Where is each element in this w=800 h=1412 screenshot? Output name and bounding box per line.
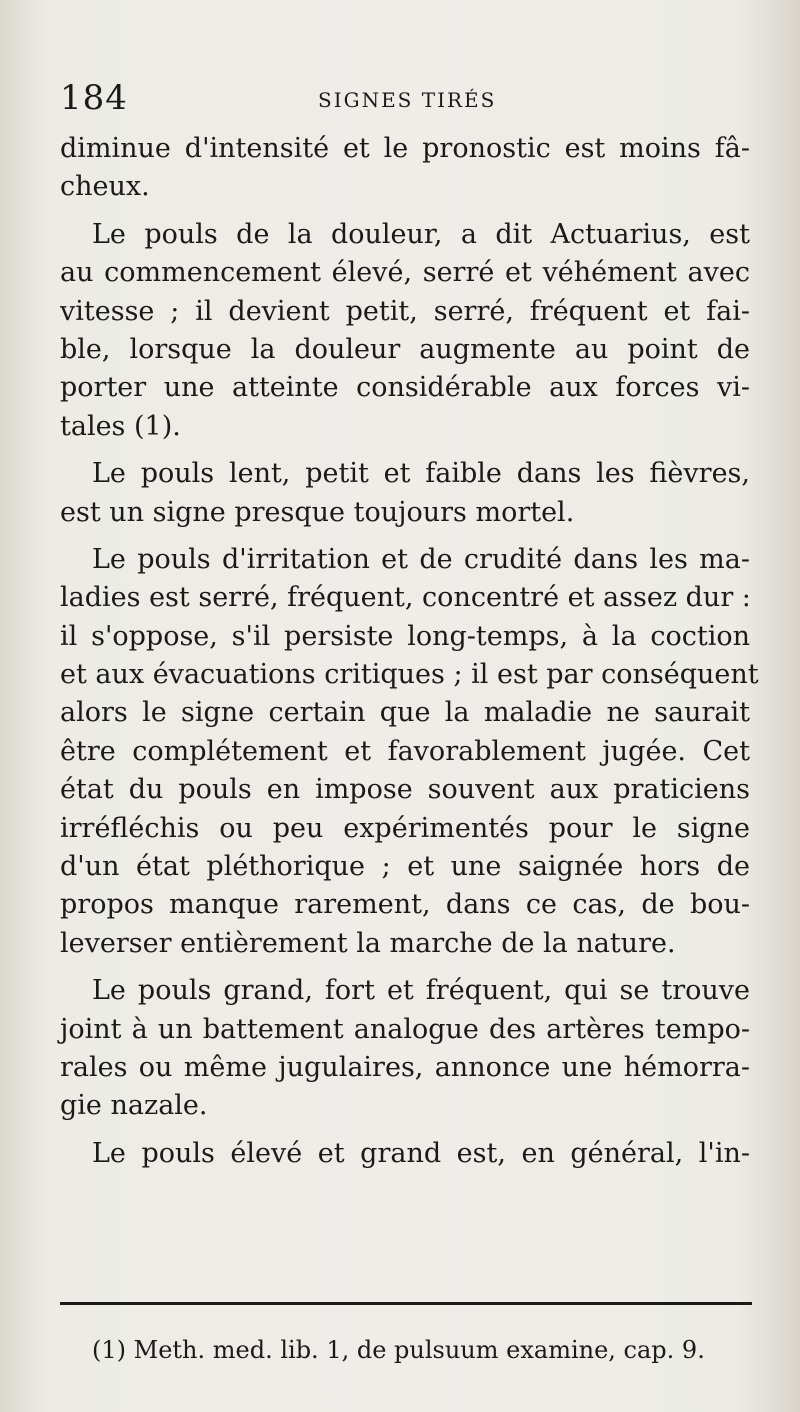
page-number: 184 [60, 78, 128, 118]
paragraph-pouls-lent [60, 455, 750, 532]
paragraph-continuation [60, 130, 750, 207]
text-line: irréfléchis ou peu expérimentés pour le signe [60, 812, 750, 844]
paragraph-pouls-grand [60, 972, 750, 1126]
text-line: propos manque rarement, dans ce cas, de bou- [60, 889, 750, 921]
text-line: cheux. [60, 171, 150, 203]
text-line: gie nazale. [60, 1090, 208, 1122]
footnote: (1) Meth. med. lib. 1, de pulsuum examine, cap. 9. [92, 1336, 705, 1364]
text-line: porter une atteinte considérable aux forces vi- [60, 372, 750, 404]
text-line: Le pouls de la douleur, a dit Actuarius, est [92, 218, 750, 250]
text-line: rales ou même jugulaires, annonce une hémorra- [60, 1051, 750, 1083]
text-line: d'un état pléthorique ; et une saignée hors de [60, 851, 750, 883]
running-head: SIGNES TIRÉS [318, 88, 497, 112]
text-line: Le pouls lent, petit et faible dans les fièvres, [92, 458, 750, 490]
text-line: diminue d'intensité et le pronostic est moins fâ- [60, 133, 750, 164]
paragraph-pouls-eleve [60, 1135, 750, 1173]
text-line: tales (1). [60, 410, 181, 442]
text-line: Le pouls élevé et grand est, en général, l'in- [92, 1137, 750, 1169]
page-header [60, 78, 750, 122]
text-line: état du pouls en impose souvent aux praticiens [60, 774, 750, 806]
text-line: ble, lorsque la douleur augmente au point de [60, 333, 750, 365]
text-line: ladies est serré, fréquent, concentré et assez dur : [60, 582, 751, 614]
text-line: au commencement élevé, serré et véhément avec [60, 257, 750, 289]
text-line: vitesse ; il devient petit, serré, fréquent et fai- [60, 295, 750, 327]
text-line: Le pouls d'irritation et de crudité dans les ma- [92, 543, 750, 575]
text-line: joint à un battement analogue des artères tempo- [60, 1013, 750, 1045]
paragraph-actuarius [60, 216, 750, 446]
footnote-rule [60, 1302, 752, 1305]
body-text [60, 130, 759, 1173]
text-line: être complétement et favorablement jugée. Cet [60, 735, 750, 767]
paragraph-irritation [60, 541, 759, 963]
text-line: alors le signe certain que la maladie ne saurait [60, 697, 750, 729]
text-line: Le pouls grand, fort et fréquent, qui se trouve [92, 975, 750, 1007]
text-line: il s'oppose, s'il persiste long-temps, à la coction [60, 620, 750, 652]
text-line: est un signe presque toujours mortel. [60, 496, 575, 528]
text-line: leverser entièrement la marche de la nature. [60, 927, 676, 959]
text-line: et aux évacuations critiques ; il est par conséquent [60, 659, 759, 691]
